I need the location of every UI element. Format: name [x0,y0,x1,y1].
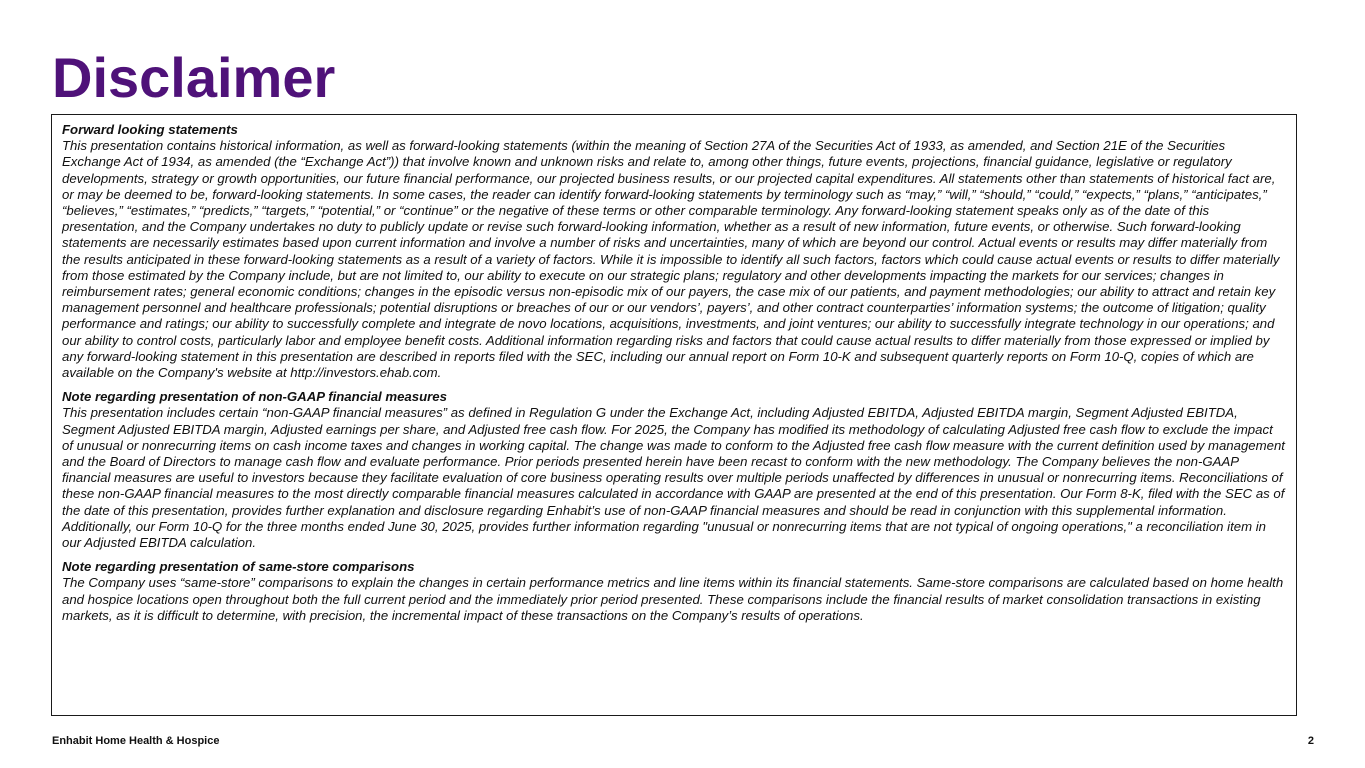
section-heading: Forward looking statements [62,122,238,137]
non-gaap-section [62,389,1286,551]
section-body: The Company uses “same-store” comparisons to explain the changes in certain performance metrics and line items within its financial statements. Same-store comparisons are calculated based on home health and hospice locations open throughout both the full current period and the immediately prior period presented. These comparisons include the financial results of market consolidation transactions in existing markets, as it is difficult to determine, with precision, the incremental impact of these transactions on the Company’s results of operations. [62,575,1284,623]
disclaimer-box [51,114,1297,716]
section-heading: Note regarding presentation of same-store comparisons [62,559,415,575]
section-heading: Note regarding presentation of non-GAAP financial measures [62,389,447,405]
footer-company-name: Enhabit Home Health & Hospice [52,735,220,747]
slide-title: Disclaimer [52,46,336,109]
same-store-section [62,559,1286,624]
page-number: 2 [1307,735,1314,747]
forward-looking-section [62,122,1286,381]
section-body: This presentation contains historical information, as well as forward-looking statements (within the meaning of Section 27A of the Securities Act of 1933, as amended, and Section 21E of the Securities Exchange Act of 1934, as amended (the “Exchange Act”)) that involve known and unknown risks and relate to, among other things, future events, projections, financial guidance, legislative or regulatory developments, strategy or growth opportunities, our future financial performance, our projected business results, or our projected capital expenditures. All statements other than statements of historical fact are, or may be deemed to be, forward-looking statements. In some cases, the reader can identify forward-looking statements by terminology such as “may,” “will,” “should,” “could,” “expects,” “plans,” “anticipates,” “believes,” “estimates,” “predicts,” “targets,” “potential,” or “continue” or the negative of these terms or other comparable terminology. Any forward-looking statement speaks only as of the date of this presentation, and the Company undertakes no duty to publicly update or revise such forward-looking information, whether as a result of new information, future events, or otherwise. Such forward-looking statements are necessarily estimates based upon current information and involve a number of risks and uncertainties, many of which are beyond our control. Actual events or results may differ materially from the results anticipated in these forward-looking statements as a result of a variety of factors. While it is impossible to identify all such factors, factors which could cause actual events or results to differ materially from those estimated by the Company include, but are not limited to, our ability to execute on our strategic plans; regulatory and other developments impacting the markets for our services; changes in reimbursement rates; general economic conditions; changes in the episodic versus non-episodic mix of our payers, the case mix of our patients, and payment methodologies; our ability to attract and retain key management personnel and healthcare professionals; potential disruptions or breaches of our or our vendors’, payers’, and other contract counterparties’ information systems; the outcome of litigation; quality performance and ratings; our ability to successfully complete and integrate de novo locations, acquisitions, investments, and joint ventures; our ability to successfully integrate technology in our operations; and our ability to control costs, particularly labor and employee benefit costs. Additional information regarding risks and factors that could cause actual results to differ materially from those expressed or implied by any forward-looking statement in this presentation are described in reports filed with the SEC, including our annual report on Form 10-K and subsequent quarterly reports on Form 10-Q, copies of which are available on the Company's website at http://investors.ehab.com. [62,138,1280,381]
section-body: This presentation includes certain “non-GAAP financial measures” as defined in Regulation G under the Exchange Act, including Adjusted EBITDA, Adjusted EBITDA margin, Segment Adjusted EBITDA, Segment Adjusted EBITDA margin, Adjusted earnings per share, and Adjusted free cash flow. For 2025, the Company has modified its methodology of calculating Adjusted free cash flow to exclude the impact of unusual or nonrecurring items on cash income taxes and changes in working capital. The change was made to conform to the Adjusted free cash flow measure with the current definition used by management and the Board of Directors to manage cash flow and evaluate performance. Prior periods presented herein have been recast to conform with the new methodology. The Company believes the non-GAAP financial measures are useful to investors because they facilitate evaluation of core business operating results over multiple periods unaffected by differences in unusual or nonrecurring items. Reconciliations of these non-GAAP financial measures to the most directly comparable financial measures calculated in accordance with GAAP are presented at the end of this presentation. Our Form 8-K, filed with the SEC as of the date of this presentation, provides further explanation and disclosure regarding Enhabit’s use of non-GAAP financial measures and should be read in conjunction with this supplemental information. Additionally, our Form 10-Q for the three months ended June 30, 2025, provides further information regarding "unusual or nonrecurring items that are not typical of ongoing operations," a reconciliation item in our Adjusted EBITDA calculation. [62,405,1285,551]
